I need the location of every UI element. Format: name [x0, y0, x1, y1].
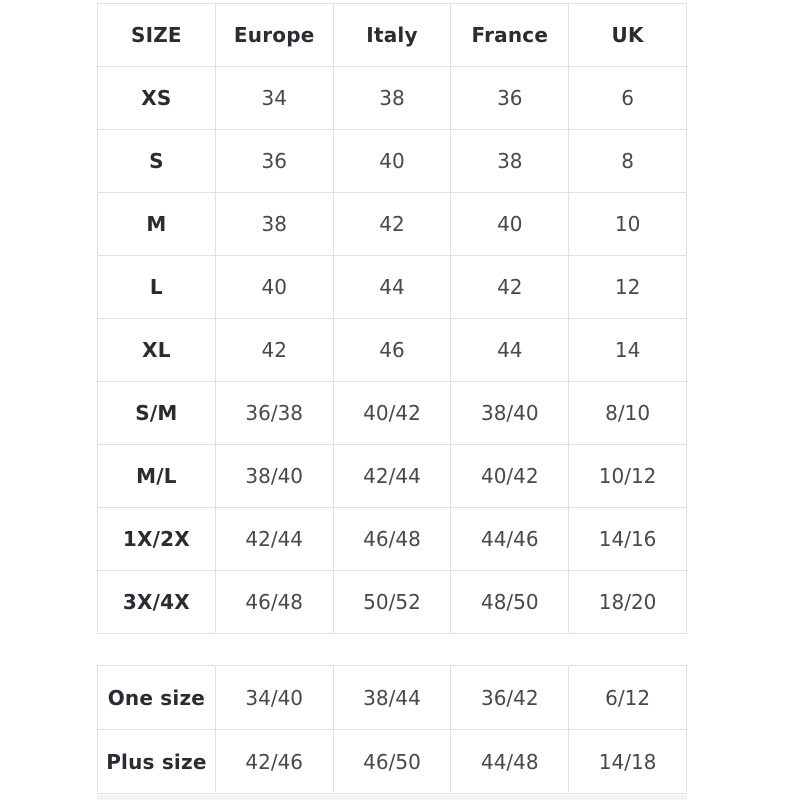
column-header-europe: Europe	[215, 4, 333, 67]
cell-value: 8/10	[569, 382, 687, 445]
cell-value: 40/42	[451, 445, 569, 508]
cell-value: 34	[215, 67, 333, 130]
size-label: M	[98, 193, 216, 256]
cell-value: 36	[215, 130, 333, 193]
size-conversion-table	[97, 3, 687, 634]
cell-value: 46/48	[333, 508, 451, 571]
cell-value: 40	[333, 130, 451, 193]
cell-value: 44/48	[451, 730, 569, 794]
cell-value: 48/50	[451, 571, 569, 634]
next-section-top-edge	[97, 795, 687, 800]
table-row	[98, 666, 687, 730]
cell-value: 42/44	[215, 508, 333, 571]
cell-value: 50/52	[333, 571, 451, 634]
size-label: S/M	[98, 382, 216, 445]
cell-value: 42	[333, 193, 451, 256]
cell-value: 42	[451, 256, 569, 319]
cell-value: 40/42	[333, 382, 451, 445]
cell-value: 38/44	[333, 666, 451, 730]
size-label: 3X/4X	[98, 571, 216, 634]
table-row	[98, 445, 687, 508]
cell-value: 6/12	[569, 666, 687, 730]
table-row	[98, 130, 687, 193]
cell-value: 10/12	[569, 445, 687, 508]
column-header-france: France	[451, 4, 569, 67]
table-row	[98, 382, 687, 445]
cell-value: 36	[451, 67, 569, 130]
cell-value: 44/46	[451, 508, 569, 571]
cell-value: 14/18	[569, 730, 687, 794]
cell-value: 14	[569, 319, 687, 382]
cell-value: 8	[569, 130, 687, 193]
cell-value: 44	[333, 256, 451, 319]
cell-value: 14/16	[569, 508, 687, 571]
header-row	[98, 4, 687, 67]
cell-value: 46/48	[215, 571, 333, 634]
size-label: One size	[98, 666, 216, 730]
cell-value: 42/44	[333, 445, 451, 508]
cell-value: 36/42	[451, 666, 569, 730]
cell-value: 34/40	[215, 666, 333, 730]
cell-value: 38	[333, 67, 451, 130]
cell-value: 18/20	[569, 571, 687, 634]
table-row	[98, 319, 687, 382]
cell-value: 10	[569, 193, 687, 256]
table-row	[98, 256, 687, 319]
column-header-uk: UK	[569, 4, 687, 67]
size-label: XS	[98, 67, 216, 130]
size-label: XL	[98, 319, 216, 382]
cell-value: 46	[333, 319, 451, 382]
size-label: L	[98, 256, 216, 319]
special-sizes-table	[97, 665, 687, 794]
cell-value: 38/40	[451, 382, 569, 445]
cell-value: 38/40	[215, 445, 333, 508]
table-row	[98, 67, 687, 130]
cell-value: 40	[451, 193, 569, 256]
cell-value: 38	[451, 130, 569, 193]
cell-value: 42/46	[215, 730, 333, 794]
table-row	[98, 508, 687, 571]
size-label: Plus size	[98, 730, 216, 794]
column-header-italy: Italy	[333, 4, 451, 67]
cell-value: 12	[569, 256, 687, 319]
table-row	[98, 193, 687, 256]
cell-value: 6	[569, 67, 687, 130]
cell-value: 42	[215, 319, 333, 382]
column-header-size: SIZE	[98, 4, 216, 67]
table-row	[98, 571, 687, 634]
cell-value: 40	[215, 256, 333, 319]
size-label: 1X/2X	[98, 508, 216, 571]
cell-value: 36/38	[215, 382, 333, 445]
size-label: S	[98, 130, 216, 193]
cell-value: 46/50	[333, 730, 451, 794]
size-label: M/L	[98, 445, 216, 508]
cell-value: 38	[215, 193, 333, 256]
cell-value: 44	[451, 319, 569, 382]
table-row	[98, 730, 687, 794]
